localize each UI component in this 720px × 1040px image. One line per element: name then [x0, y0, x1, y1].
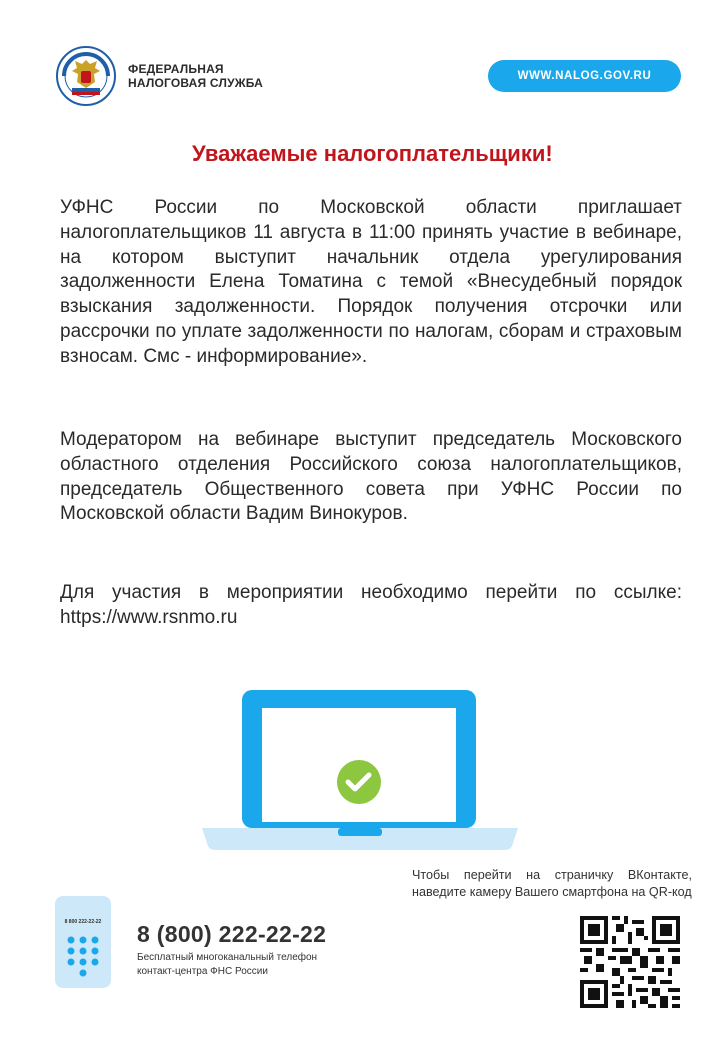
page-title: Уважаемые налогоплательщики!: [192, 141, 553, 166]
phone-card-number: 8 800 222-22-22: [64, 919, 102, 925]
hotline-caption: [137, 951, 317, 979]
hotline-caption-line2: контакт-центра ФНС России: [137, 966, 268, 977]
phone-keypad-icon: [55, 896, 111, 988]
paragraph-link: Для участия в мероприятии необходимо перейти по ссылке: https://www.rsnmo.ru: [60, 582, 682, 628]
qr-code-icon[interactable]: [580, 916, 680, 1008]
paragraph-invitation: УФНС России по Московской области приглашает налогоплательщиков 11 августа в 11:00 принять участие в вебинаре, на котором выступит начальник отдела урегулирования задолженности Елена Томатина с темой «Внесудебный порядок взыскания задолженности. Порядок получения отсрочки или рассрочки по уплате задолженности по налогам, сборам и страховым взносам. Смс - информирование».: [60, 197, 682, 367]
laptop-illustration: [200, 690, 520, 850]
website-button[interactable]: WWW.NALOG.GOV.RU: [488, 60, 681, 92]
fns-logo: [56, 46, 116, 106]
org-name: [128, 62, 263, 90]
hotline-caption-line1: Бесплатный многоканальный телефон: [137, 952, 318, 963]
org-name-line2: НАЛОГОВАЯ СЛУЖБА: [128, 76, 264, 90]
org-name-line1: ФЕДЕРАЛЬНАЯ: [128, 62, 224, 76]
hotline-number[interactable]: 8 (800) 222-22-22: [137, 921, 327, 947]
paragraph-moderator: Модератором на вебинаре выступит председатель Московского областного отделения Российского союза налогоплательщиков, председатель Общественного совета при УФНС России по Московской области Вадим Винокуров.: [60, 429, 682, 525]
laptop-notch: [338, 828, 382, 836]
qr-caption: Чтобы перейти на страничку ВКонтакте, наведите камеру Вашего смартфона на QR-код: [412, 868, 692, 899]
